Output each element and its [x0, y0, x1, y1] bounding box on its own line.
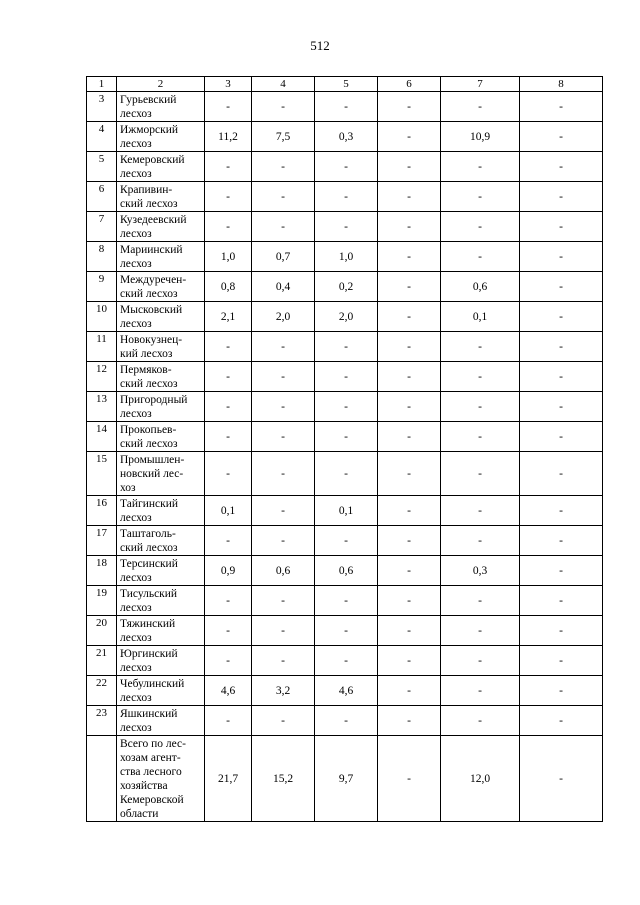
value-cell: - — [315, 332, 378, 362]
row-number: 13 — [87, 392, 117, 422]
row-number: 12 — [87, 362, 117, 392]
table-row — [87, 676, 603, 706]
value-cell: - — [252, 646, 315, 676]
forestry-name-line: ский лесхоз — [120, 377, 178, 390]
value-cell: - — [441, 332, 520, 362]
value-cell: - — [520, 646, 603, 676]
value-cell: - — [520, 332, 603, 362]
value-cell: 4,6 — [315, 676, 378, 706]
value-cell: - — [252, 706, 315, 736]
value-cell: - — [378, 392, 441, 422]
forestry-name-line: лесхоз — [120, 137, 152, 150]
value-cell: 15,2 — [252, 736, 315, 822]
forestry-name — [117, 152, 205, 182]
column-header: 7 — [441, 77, 520, 92]
table-row — [87, 736, 603, 822]
value-cell: - — [520, 452, 603, 496]
value-cell: - — [315, 646, 378, 676]
table-row — [87, 362, 603, 392]
row-number: 6 — [87, 182, 117, 212]
value-cell: - — [252, 362, 315, 392]
forestry-name — [117, 332, 205, 362]
value-cell: - — [205, 362, 252, 392]
forestry-name-line: Кемеровский — [120, 153, 185, 166]
forestry-name-line: ский лесхоз — [120, 437, 178, 450]
value-cell: 2,1 — [205, 302, 252, 332]
value-cell: - — [378, 362, 441, 392]
forestry-name-line: Прокопьев- — [120, 423, 177, 436]
forestry-name-line: Таштаголь- — [120, 527, 176, 540]
forestry-name — [117, 422, 205, 452]
value-cell: - — [205, 152, 252, 182]
row-number: 18 — [87, 556, 117, 586]
value-cell: 2,0 — [252, 302, 315, 332]
forestry-name-line: Чебулинский — [120, 677, 185, 690]
column-header: 1 — [87, 77, 117, 92]
forestry-name — [117, 586, 205, 616]
value-cell: - — [378, 212, 441, 242]
forestry-name-line: лесхоз — [120, 601, 152, 614]
value-cell: - — [520, 526, 603, 556]
value-cell: 0,2 — [315, 272, 378, 302]
value-cell: 11,2 — [205, 122, 252, 152]
value-cell: - — [520, 556, 603, 586]
row-number: 3 — [87, 92, 117, 122]
row-number: 7 — [87, 212, 117, 242]
value-cell: - — [315, 152, 378, 182]
table-row — [87, 556, 603, 586]
value-cell: - — [205, 706, 252, 736]
forestry-name-line: Тайгинский — [120, 497, 179, 510]
value-cell: - — [205, 452, 252, 496]
value-cell: - — [205, 526, 252, 556]
value-cell: 2,0 — [315, 302, 378, 332]
value-cell: - — [378, 182, 441, 212]
value-cell: - — [441, 526, 520, 556]
row-number: 11 — [87, 332, 117, 362]
value-cell: 0,1 — [205, 496, 252, 526]
forestry-name-line: Тяжинский — [120, 617, 176, 630]
forestry-name-line: Ижморский — [120, 123, 179, 136]
value-cell: - — [520, 616, 603, 646]
value-cell: - — [252, 422, 315, 452]
value-cell: - — [315, 526, 378, 556]
forestry-name-line: Мариинский — [120, 243, 183, 256]
forestry-name-line: лесхоз — [120, 317, 152, 330]
value-cell: - — [520, 122, 603, 152]
forestry-name-line: ский лесхоз — [120, 541, 178, 554]
forestry-name-line: лесхоз — [120, 257, 152, 270]
value-cell: - — [378, 152, 441, 182]
value-cell: - — [252, 212, 315, 242]
forestry-name-line: лесхоз — [120, 631, 152, 644]
value-cell: - — [441, 242, 520, 272]
table-row — [87, 332, 603, 362]
value-cell: - — [441, 92, 520, 122]
forestry-name-line: Кузедеевский — [120, 213, 187, 226]
table-row — [87, 302, 603, 332]
table-row — [87, 92, 603, 122]
table-row — [87, 272, 603, 302]
table-row — [87, 496, 603, 526]
row-number: 16 — [87, 496, 117, 526]
forestry-name-line: хозяйства — [120, 779, 168, 792]
forestry-name-line: лесхоз — [120, 691, 152, 704]
value-cell: - — [441, 616, 520, 646]
value-cell: - — [378, 242, 441, 272]
forestry-name-line: Гурьевский — [120, 93, 177, 106]
value-cell: - — [520, 92, 603, 122]
forestry-name-line: хозам агент- — [120, 751, 181, 764]
value-cell: - — [252, 586, 315, 616]
value-cell: 21,7 — [205, 736, 252, 822]
value-cell: - — [520, 152, 603, 182]
value-cell: 7,5 — [252, 122, 315, 152]
value-cell: - — [252, 332, 315, 362]
value-cell: - — [205, 92, 252, 122]
table-row — [87, 526, 603, 556]
forestry-name — [117, 646, 205, 676]
forestry-name-line: лесхоз — [120, 721, 152, 734]
table-row — [87, 646, 603, 676]
forestry-name-line: Кемеровской — [120, 793, 184, 806]
value-cell: - — [378, 556, 441, 586]
table-header-row — [87, 77, 603, 92]
row-number: 19 — [87, 586, 117, 616]
forestry-name — [117, 452, 205, 496]
table-row — [87, 706, 603, 736]
column-header: 6 — [378, 77, 441, 92]
value-cell: - — [252, 526, 315, 556]
value-cell: - — [441, 496, 520, 526]
forestry-name-line: кий лесхоз — [120, 347, 173, 360]
value-cell: - — [378, 92, 441, 122]
forestry-name-line: Юргинский — [120, 647, 178, 660]
forestry-name-line: Мысковский — [120, 303, 183, 316]
forestry-name-line: Промышлен- — [120, 453, 185, 466]
forestry-name-line: Тисульский — [120, 587, 178, 600]
value-cell: 0,1 — [441, 302, 520, 332]
value-cell: - — [315, 92, 378, 122]
forestry-name-line: Междуречен- — [120, 273, 187, 286]
forestry-name-line: Пригородный — [120, 393, 188, 406]
value-cell: - — [205, 422, 252, 452]
forestry-name-line: лесхоз — [120, 107, 152, 120]
row-number: 22 — [87, 676, 117, 706]
forestry-name-line: ский лесхоз — [120, 197, 178, 210]
forestry-name — [117, 212, 205, 242]
value-cell: 0,7 — [252, 242, 315, 272]
forestry-name-line: Крапивин- — [120, 183, 173, 196]
forestry-name-line: Пермяков- — [120, 363, 172, 376]
forestry-name-line: ский лесхоз — [120, 287, 178, 300]
value-cell: - — [441, 676, 520, 706]
value-cell: - — [252, 152, 315, 182]
value-cell: - — [441, 586, 520, 616]
forestry-name — [117, 362, 205, 392]
forestry-name — [117, 92, 205, 122]
forestry-name-line: области — [120, 807, 159, 820]
forestry-name — [117, 302, 205, 332]
value-cell: 10,9 — [441, 122, 520, 152]
value-cell: - — [205, 212, 252, 242]
forestry-name — [117, 736, 205, 822]
value-cell: - — [378, 452, 441, 496]
value-cell: - — [378, 676, 441, 706]
column-header: 4 — [252, 77, 315, 92]
row-number: 20 — [87, 616, 117, 646]
forestry-name-line: Терсинский — [120, 557, 178, 570]
forestry-name-line: лесхоз — [120, 227, 152, 240]
value-cell: 0,9 — [205, 556, 252, 586]
value-cell: - — [205, 616, 252, 646]
column-header: 8 — [520, 77, 603, 92]
value-cell: 1,0 — [315, 242, 378, 272]
forestry-name-line: лесхоз — [120, 661, 152, 674]
value-cell: - — [378, 332, 441, 362]
value-cell: - — [520, 212, 603, 242]
value-cell: - — [441, 362, 520, 392]
value-cell: - — [441, 452, 520, 496]
value-cell: - — [378, 646, 441, 676]
value-cell: - — [378, 616, 441, 646]
table-row — [87, 586, 603, 616]
value-cell: - — [378, 736, 441, 822]
row-number: 21 — [87, 646, 117, 676]
value-cell: - — [315, 362, 378, 392]
forestry-name-line: новский лес- — [120, 467, 184, 480]
value-cell: - — [378, 272, 441, 302]
value-cell: 9,7 — [315, 736, 378, 822]
forestry-name-line: хоз — [120, 481, 136, 494]
column-header: 3 — [205, 77, 252, 92]
value-cell: 3,2 — [252, 676, 315, 706]
table-row — [87, 182, 603, 212]
value-cell: - — [252, 92, 315, 122]
forestry-name — [117, 556, 205, 586]
value-cell: - — [252, 452, 315, 496]
value-cell: - — [520, 242, 603, 272]
value-cell: - — [378, 302, 441, 332]
value-cell: - — [378, 706, 441, 736]
value-cell: 1,0 — [205, 242, 252, 272]
forestry-name — [117, 706, 205, 736]
value-cell: - — [441, 212, 520, 242]
table-row — [87, 242, 603, 272]
forestry-name-line: Новокузнец- — [120, 333, 183, 346]
row-number: 8 — [87, 242, 117, 272]
value-cell: - — [315, 182, 378, 212]
row-number: 9 — [87, 272, 117, 302]
table-row — [87, 452, 603, 496]
value-cell: - — [315, 452, 378, 496]
forestry-name — [117, 122, 205, 152]
value-cell: - — [520, 362, 603, 392]
forestry-name-line: ства лесного — [120, 765, 182, 778]
forestry-name — [117, 182, 205, 212]
forestry-table — [86, 76, 603, 822]
value-cell: - — [205, 646, 252, 676]
table-row — [87, 616, 603, 646]
value-cell: - — [378, 496, 441, 526]
value-cell: 0,6 — [441, 272, 520, 302]
value-cell: - — [315, 586, 378, 616]
value-cell: - — [315, 616, 378, 646]
forestry-name — [117, 616, 205, 646]
row-number: 5 — [87, 152, 117, 182]
value-cell: - — [205, 332, 252, 362]
value-cell: - — [441, 422, 520, 452]
value-cell: - — [315, 392, 378, 422]
value-cell: - — [441, 392, 520, 422]
value-cell: 0,3 — [441, 556, 520, 586]
value-cell: - — [520, 422, 603, 452]
value-cell: - — [520, 736, 603, 822]
row-number: 10 — [87, 302, 117, 332]
forestry-name — [117, 496, 205, 526]
forestry-name-line: лесхоз — [120, 167, 152, 180]
value-cell: - — [378, 122, 441, 152]
value-cell: - — [520, 706, 603, 736]
forestry-name-line: лесхоз — [120, 407, 152, 420]
value-cell: - — [252, 496, 315, 526]
value-cell: 4,6 — [205, 676, 252, 706]
page-number: 512 — [310, 38, 330, 53]
value-cell: 0,4 — [252, 272, 315, 302]
value-cell: - — [378, 526, 441, 556]
value-cell: - — [441, 152, 520, 182]
value-cell: - — [441, 646, 520, 676]
value-cell: - — [315, 212, 378, 242]
forestry-name-line: Всего по лес- — [120, 737, 186, 750]
value-cell: 0,6 — [315, 556, 378, 586]
value-cell: - — [252, 616, 315, 646]
forestry-name-line: лесхоз — [120, 571, 152, 584]
table-row — [87, 212, 603, 242]
row-number — [87, 736, 117, 822]
value-cell: - — [520, 676, 603, 706]
table-row — [87, 392, 603, 422]
forestry-name — [117, 242, 205, 272]
value-cell: - — [520, 272, 603, 302]
value-cell: - — [520, 496, 603, 526]
value-cell: 0,8 — [205, 272, 252, 302]
forestry-name — [117, 392, 205, 422]
table-row — [87, 152, 603, 182]
row-number: 15 — [87, 452, 117, 496]
value-cell: - — [378, 586, 441, 616]
value-cell: - — [252, 392, 315, 422]
forestry-name — [117, 676, 205, 706]
value-cell: - — [520, 182, 603, 212]
value-cell: - — [520, 586, 603, 616]
value-cell: - — [315, 422, 378, 452]
value-cell: - — [205, 182, 252, 212]
row-number: 23 — [87, 706, 117, 736]
forestry-name — [117, 526, 205, 556]
value-cell: - — [441, 182, 520, 212]
value-cell: - — [378, 422, 441, 452]
row-number: 17 — [87, 526, 117, 556]
value-cell: 0,3 — [315, 122, 378, 152]
value-cell: - — [315, 706, 378, 736]
row-number: 14 — [87, 422, 117, 452]
column-header: 2 — [117, 77, 205, 92]
row-number: 4 — [87, 122, 117, 152]
table-row — [87, 422, 603, 452]
value-cell: - — [205, 586, 252, 616]
value-cell: 12,0 — [441, 736, 520, 822]
value-cell: - — [520, 302, 603, 332]
forestry-name-line: лесхоз — [120, 511, 152, 524]
column-header: 5 — [315, 77, 378, 92]
value-cell: - — [520, 392, 603, 422]
table-row — [87, 122, 603, 152]
value-cell: - — [252, 182, 315, 212]
value-cell: - — [441, 706, 520, 736]
value-cell: 0,6 — [252, 556, 315, 586]
forestry-name — [117, 272, 205, 302]
value-cell: 0,1 — [315, 496, 378, 526]
value-cell: - — [205, 392, 252, 422]
forestry-name-line: Яшкинский — [120, 707, 178, 720]
